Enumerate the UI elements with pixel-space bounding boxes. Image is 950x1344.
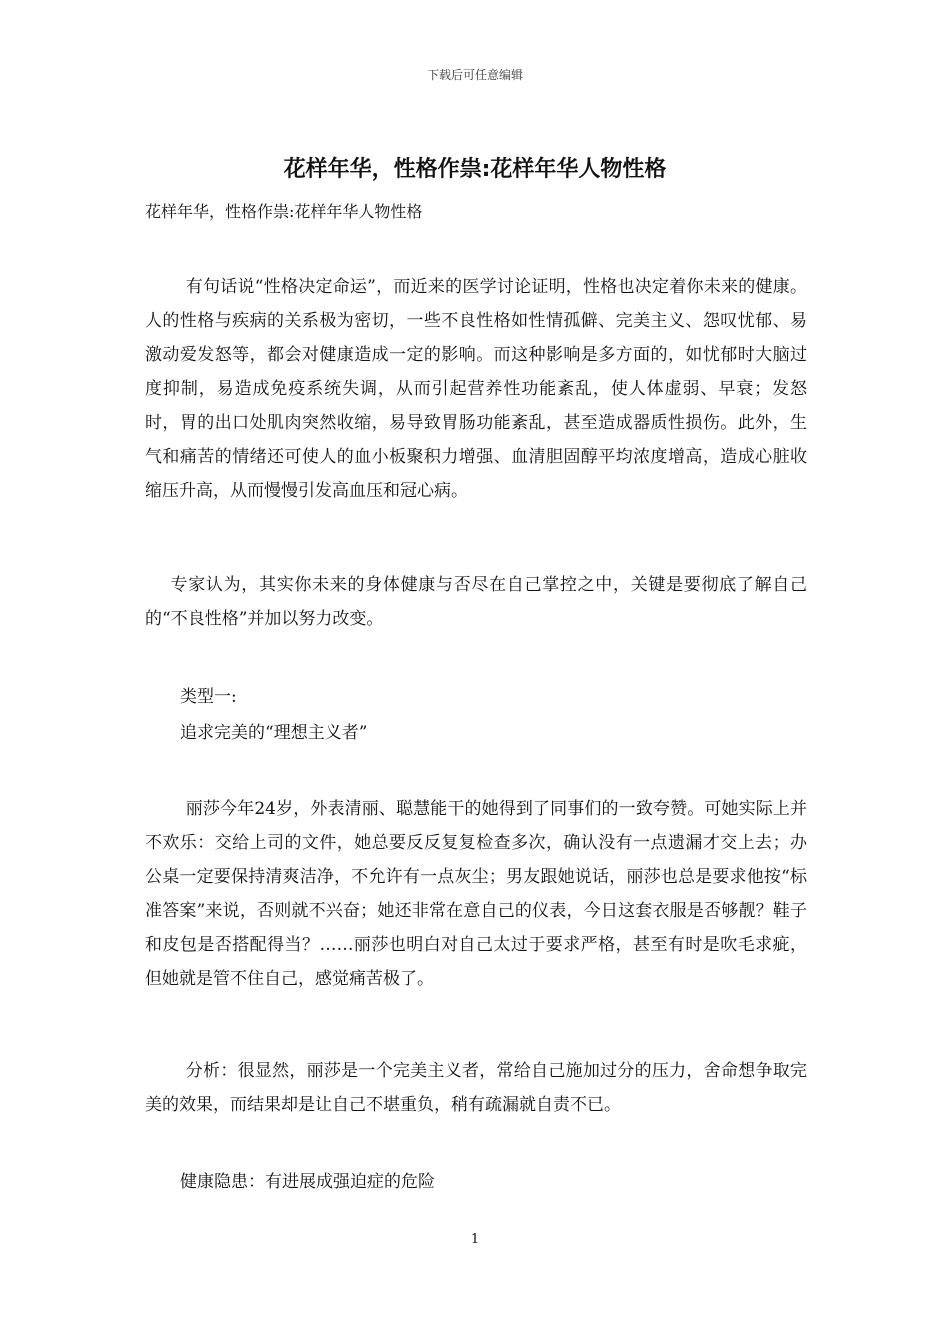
type-label: 类型一: <box>180 687 237 707</box>
page-number: 1 <box>470 1232 480 1247</box>
type-name: 追求完美的“理想主义者” <box>180 723 368 743</box>
analysis-paragraph: 分析：很显然，丽莎是一个完美主义者，常给自己施加过分的压力，舍命想争取完美的效果，而结果却是让自己不堪重负，稍有疏漏就自责不已。 <box>145 1061 807 1115</box>
story-paragraph: 丽莎今年24岁，外表清丽、聪慧能干的她得到了同事们的一致夸赞。可她实际上并不欢乐：交给上司的文件，她总要反反复复检查多次，确认没有一点遗漏才交上去；办公桌一定要保持清爽洁净，不允许有一点灰尘；男友跟她说话，丽莎也总是要求他按“标准答案”来说，否则就不兴奋；她还非常在意自己的仪表，今日这套衣服是否够靓？鞋子和皮包是否搭配得当？……丽莎也明白对自己太过于要求严格，甚至有时是吹毛求疵，但她就是管不住自己，感觉痛苦极了。 <box>145 799 807 989</box>
document-title: 花样年华，性格作祟:花样年华人物性格 <box>283 157 667 182</box>
intro-paragraph: 有句话说“性格决定命运”，而近来的医学讨论证明，性格也决定着你未来的健康。 人的性格与疾病的关系极为密切，一些不良性格如性情孤僻、完美主义、怨叹忧郁、易激动爱发怒等，都会对健康造成一定的影响。而这种影响是多方面的，如忧郁时大脑过度抑制，易造成免疫系统失调，从而引起营养性功能紊乱，使人体虚弱、早衰；发怒时，胃的出口处肌肉突然收缩，易导致胃肠功能紊乱，甚至造成器质性损伤。此外，生气和痛苦的情绪还可使人的血小板聚积力增强、血清胆固醇平均浓度增高，造成心脏收缩压升高，从而慢慢引发高血压和冠心病。 <box>145 277 807 501</box>
document-subtitle: 花样年华，性格作祟:花样年华人物性格 <box>145 202 423 221</box>
health-risk-line: 健康隐患：有进展成强迫症的危险 <box>180 1172 435 1192</box>
expert-paragraph: 专家认为，其实你未来的身体健康与否尽在自己掌控之中，关键是要彻底了解自己的“不良性格”并加以努力改变。 <box>145 575 807 629</box>
page-header-note: 下载后可任意编辑 <box>426 68 523 82</box>
